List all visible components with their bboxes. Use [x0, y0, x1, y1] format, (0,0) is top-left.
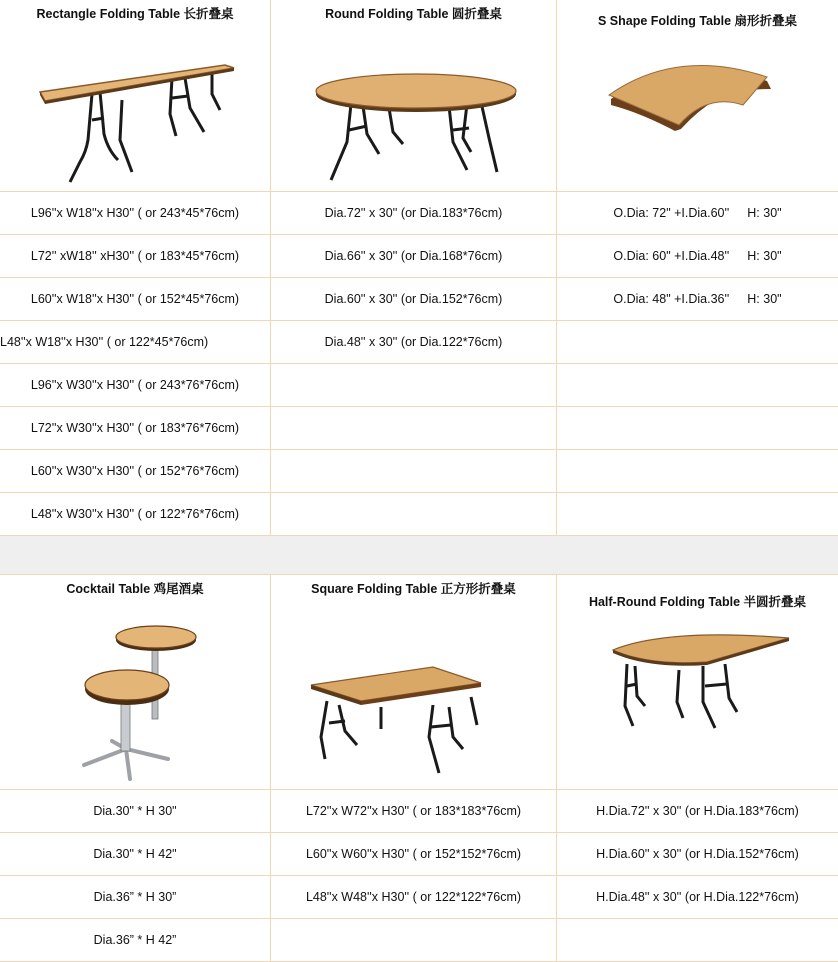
square-table-image	[271, 597, 556, 789]
half-round-empty-4	[557, 919, 838, 962]
rectangle-size-2	[0, 235, 271, 278]
round-table-header	[271, 0, 557, 192]
square-size-3	[271, 876, 557, 919]
round-empty-6	[271, 407, 557, 450]
rectangle-size-text: L48''x W18''x H30'' ( or 122*45*76cm)	[0, 335, 209, 349]
cocktail-table-title: Cocktail Table 鸡尾酒桌	[66, 582, 204, 596]
round-size-text: Dia.66'' x 30'' (or Dia.168*76cm)	[324, 249, 503, 263]
rectangle-size-text: L96''x W18''x H30'' ( or 243*45*76cm)	[30, 206, 240, 220]
round-table-image	[271, 22, 556, 191]
rectangle-size-6	[0, 407, 271, 450]
s-shape-size-3	[557, 278, 838, 321]
cocktail-size-text: Dia.36” * H 42”	[93, 933, 177, 947]
s-shape-size-1	[557, 192, 838, 235]
rectangle-table-header	[0, 0, 271, 192]
half-round-size-text: H.Dia.60'' x 30'' (or H.Dia.152*76cm)	[596, 847, 799, 861]
half-round-table-title: Half-Round Folding Table 半圆折叠桌	[588, 595, 807, 609]
round-empty-7	[271, 450, 557, 493]
cocktail-size-1	[0, 790, 271, 833]
s-shape-height-text: H: 30"	[747, 249, 782, 263]
round-size-text: Dia.48'' x 30'' (or Dia.122*76cm)	[324, 335, 503, 349]
rectangle-size-text: L96''x W30''x H30'' ( or 243*76*76cm)	[30, 378, 240, 392]
rectangle-size-8	[0, 493, 271, 536]
rectangle-size-5	[0, 364, 271, 407]
half-round-table-image	[557, 610, 838, 789]
half-round-size-3	[557, 876, 838, 919]
s-shape-empty-6	[557, 407, 838, 450]
s-shape-empty-5	[557, 364, 838, 407]
rectangle-size-text: L60''x W30''x H30'' ( or 152*76*76cm)	[30, 464, 240, 478]
cocktail-size-4	[0, 919, 271, 962]
cocktail-size-3	[0, 876, 271, 919]
half-round-table-header	[557, 575, 838, 790]
round-size-3	[271, 278, 557, 321]
s-shape-empty-4	[557, 321, 838, 364]
s-shape-empty-8	[557, 493, 838, 536]
half-round-size-1	[557, 790, 838, 833]
cocktail-size-text: Dia.30" * H 30"	[93, 804, 177, 818]
half-round-size-text: H.Dia.72'' x 30'' (or H.Dia.183*76cm)	[596, 804, 799, 818]
round-size-text: Dia.72'' x 30'' (or Dia.183*76cm)	[324, 206, 503, 220]
square-size-2	[271, 833, 557, 876]
s-shape-table-header	[557, 0, 838, 192]
round-size-text: Dia.60'' x 30'' (or Dia.152*76cm)	[324, 292, 503, 306]
rectangle-size-text: L72'' xW18'' xH30'' ( or 183*45*76cm)	[30, 249, 240, 263]
cocktail-table-header	[0, 575, 271, 790]
s-shape-empty-7	[557, 450, 838, 493]
cocktail-table-image	[0, 597, 270, 789]
round-size-2	[271, 235, 557, 278]
s-shape-dia-text: O.Dia: 72" +I.Dia.60''	[613, 206, 730, 220]
rectangle-size-1	[0, 192, 271, 235]
cocktail-size-text: Dia.30" * H 42"	[93, 847, 177, 861]
cocktail-size-text: Dia.36” * H 30”	[93, 890, 177, 904]
round-empty-8	[271, 493, 557, 536]
s-shape-height-text: H: 30"	[747, 206, 782, 220]
half-round-size-text: H.Dia.48'' x 30'' (or H.Dia.122*76cm)	[596, 890, 799, 904]
round-empty-5	[271, 364, 557, 407]
rectangle-size-text: L48''x W30''x H30'' ( or 122*76*76cm)	[30, 507, 240, 521]
s-shape-height-text: H: 30"	[747, 292, 782, 306]
round-size-1	[271, 192, 557, 235]
s-shape-size-2	[557, 235, 838, 278]
square-empty-4	[271, 919, 557, 962]
square-size-text: L60''x W60''x H30'' ( or 152*152*76cm)	[305, 847, 522, 861]
square-table-header	[271, 575, 557, 790]
round-table-title: Round Folding Table 圆折叠桌	[325, 7, 502, 21]
rectangle-size-text: L60''x W18''x H30'' ( or 152*45*76cm)	[30, 292, 240, 306]
rectangle-size-text: L72''x W30''x H30'' ( or 183*76*76cm)	[30, 421, 240, 435]
half-round-size-2	[557, 833, 838, 876]
s-shape-dia-text: O.Dia: 60" +I.Dia.48''	[613, 249, 730, 263]
round-size-4	[271, 321, 557, 364]
square-table-title: Square Folding Table 正方形折叠桌	[311, 582, 516, 596]
s-shape-dia-text: O.Dia: 48" +I.Dia.36''	[613, 292, 730, 306]
rectangle-table-title: Rectangle Folding Table 长折叠桌	[36, 7, 234, 21]
s-shape-table-title: S Shape Folding Table 扇形折叠桌	[597, 14, 798, 28]
rectangle-size-7	[0, 450, 271, 493]
square-size-1	[271, 790, 557, 833]
rectangle-size-4	[0, 321, 271, 364]
rectangle-table-image	[0, 22, 270, 191]
square-size-text: L72''x W72''x H30'' ( or 183*183*76cm)	[305, 804, 522, 818]
cocktail-size-2	[0, 833, 271, 876]
square-size-text: L48''x W48''x H30'' ( or 122*122*76cm)	[305, 890, 522, 904]
s-shape-table-image	[557, 29, 838, 191]
bottom-table	[0, 574, 838, 961]
rectangle-size-3	[0, 278, 271, 321]
